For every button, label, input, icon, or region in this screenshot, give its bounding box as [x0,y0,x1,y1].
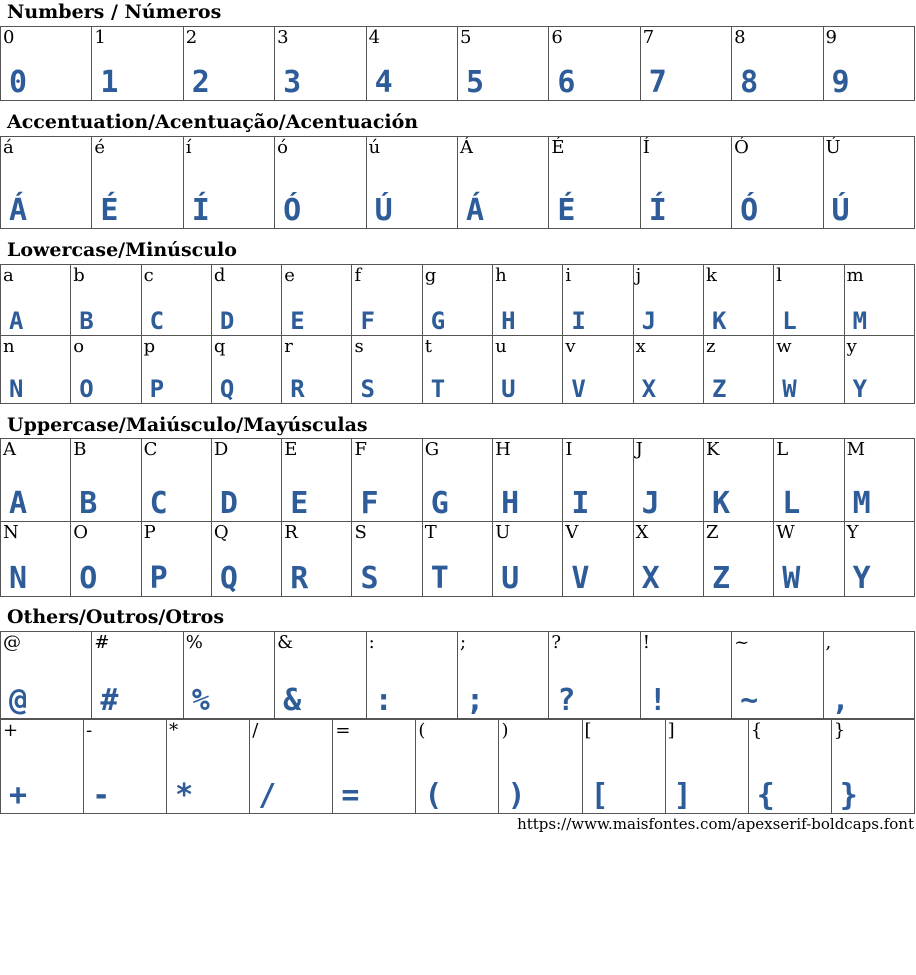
glyph-cell [183,632,274,719]
font-sample-glyph: G [430,486,449,521]
glyph-cell [823,137,914,229]
font-sample-glyph: 5 [465,65,485,100]
font-sample-glyph: ? [557,683,576,718]
character-label: 4 [368,27,381,48]
font-sample-glyph: V [571,375,586,403]
font-sample-glyph: Z [711,375,727,403]
source-url: https://www.maisfontes.com/apexserif-boldcaps.font [517,815,914,833]
character-label: P [143,522,156,543]
font-sample-glyph: I [571,486,590,521]
font-sample-glyph: S [360,561,379,596]
character-label: g [424,265,437,286]
numbers-row [1,27,915,101]
character-label: ó [277,137,289,158]
character-label: q [213,336,226,357]
font-sample-glyph: C [149,307,165,335]
character-label: @ [3,632,21,653]
character-label: ) [501,720,509,741]
others-grid-2 [0,719,915,814]
font-sample-glyph: @ [9,683,28,718]
character-label: Y [846,522,859,543]
font-sample-glyph: { [756,778,775,813]
glyph-cell [499,720,582,814]
font-sample-glyph: 0 [9,65,28,100]
character-label: z [705,336,716,357]
character-label: 0 [3,27,15,48]
glyph-cell [366,137,457,229]
font-sample-glyph: É [557,193,576,228]
character-label: # [94,632,110,653]
character-label: ] [667,720,675,741]
font-sample-glyph: F [360,307,375,335]
glyph-cell [457,27,548,101]
uppercase-row [1,522,915,597]
character-label: W [776,522,795,543]
glyph-cell [1,632,92,719]
font-sample-glyph: % [191,683,210,718]
others-row [1,720,915,814]
font-sample-glyph: ( [424,778,443,813]
font-sample-glyph: + [9,778,28,813]
glyph-cell [366,632,457,719]
font-sample-glyph: 7 [648,65,667,100]
font-sample-glyph: : [374,683,393,718]
glyph-cell [563,336,633,404]
lowercase-row [1,265,915,336]
font-sample-glyph: [ [590,778,609,813]
character-label: Á [459,137,473,158]
character-label: { [750,720,763,741]
font-sample-glyph: Ú [831,193,850,228]
section-title-accents: Accentuation/Acentuação/Acentuación [7,111,419,133]
font-sample-glyph: U [501,375,516,403]
character-label: n [3,336,15,357]
glyph-cell [1,522,71,597]
font-sample-glyph: O [79,375,94,403]
glyph-cell [563,439,633,522]
character-label: a [3,265,14,286]
section-title-lowercase: Lowercase/Minúsculo [7,239,237,261]
glyph-cell [141,522,211,597]
glyph-cell [549,632,640,719]
character-label: l [776,265,783,286]
glyph-cell [366,27,457,101]
character-label: , [825,632,832,653]
character-label: M [846,439,865,460]
character-label: X [635,522,649,543]
font-sample-glyph: R [290,375,305,403]
glyph-cell [422,522,492,597]
glyph-cell [422,336,492,404]
font-sample-glyph: K [711,307,727,335]
font-sample-glyph: } [839,778,858,813]
character-label: ~ [734,632,750,653]
font-sample-glyph: ) [507,778,526,813]
uppercase-row [1,439,915,522]
character-label: ; [459,632,467,653]
font-sample-glyph: 3 [283,65,302,100]
font-sample-glyph: Á [9,193,28,228]
glyph-cell [640,27,731,101]
font-sample-glyph: É [100,193,119,228]
font-sample-glyph: V [571,561,590,596]
glyph-cell [774,439,844,522]
glyph-cell [774,265,844,336]
font-sample-glyph: L [782,307,797,335]
font-sample-glyph: O [79,561,98,596]
glyph-cell [844,522,914,597]
character-label: * [169,720,179,741]
character-label: d [213,265,226,286]
font-sample-glyph: Q [219,375,235,403]
character-label: É [551,137,565,158]
font-sample-glyph: J [641,486,660,521]
character-label: + [3,720,19,741]
character-label: u [495,336,507,357]
glyph-cell [665,720,748,814]
character-label: C [143,439,158,460]
numbers-grid [0,26,915,101]
character-label: á [3,137,14,158]
character-label: j [635,265,642,286]
glyph-cell [732,137,823,229]
glyph-cell [633,439,703,522]
glyph-cell [748,720,831,814]
character-label: ? [551,632,561,653]
character-label: Q [213,522,229,543]
character-label: o [73,336,85,357]
glyph-cell [352,522,422,597]
font-sample-glyph: - [92,778,111,813]
glyph-cell [703,336,773,404]
font-sample-glyph: 2 [191,65,210,100]
character-label: L [776,439,789,460]
glyph-cell [282,522,352,597]
character-label: m [846,265,864,286]
glyph-cell [1,336,71,404]
glyph-cell [141,336,211,404]
character-label: 2 [185,27,198,48]
section-title-uppercase: Uppercase/Maiúsculo/Mayúsculas [7,414,368,436]
character-label: - [86,720,93,741]
glyph-cell [703,522,773,597]
font-sample-glyph: & [283,683,302,718]
font-sample-glyph: L [782,486,801,521]
glyph-cell [774,522,844,597]
font-sample-glyph: D [219,307,235,335]
glyph-cell [844,439,914,522]
glyph-cell [282,439,352,522]
font-sample-glyph: P [149,375,165,403]
character-label: í [185,137,192,158]
glyph-cell [211,265,281,336]
glyph-cell [183,137,274,229]
glyph-cell [640,632,731,719]
character-label: e [284,265,295,286]
glyph-cell [282,265,352,336]
font-sample-glyph: ! [648,683,667,718]
font-sample-glyph: Ó [740,193,759,228]
lowercase-grid [0,264,915,404]
glyph-cell [774,336,844,404]
glyph-cell [422,439,492,522]
glyph-cell [831,720,914,814]
font-sample-glyph: B [79,307,94,335]
glyph-cell [92,632,183,719]
glyph-cell [211,336,281,404]
character-label: N [3,522,19,543]
character-label: i [565,265,572,286]
font-sample-glyph: H [501,486,520,521]
character-label: b [73,265,85,286]
font-sample-glyph: W [782,375,797,403]
character-label: Ú [825,137,841,158]
font-sample-glyph: P [149,561,168,596]
accents-row [1,137,915,229]
character-label: Í [642,137,650,158]
font-sample-glyph: M [852,486,871,521]
glyph-cell [141,439,211,522]
font-sample-glyph: * [175,778,194,813]
font-sample-glyph: 1 [100,65,119,100]
font-sample-glyph: N [9,561,28,596]
character-label: = [335,720,351,741]
section-title-numbers: Numbers / Números [7,1,222,23]
font-sample-glyph: X [641,375,657,403]
character-label: 9 [825,27,837,48]
uppercase-grid [0,438,915,597]
glyph-cell [732,632,823,719]
character-label: D [213,439,229,460]
glyph-cell [71,265,141,336]
character-label: ( [418,720,426,741]
character-label: V [565,522,579,543]
font-sample-glyph: , [831,683,850,718]
character-label: s [354,336,364,357]
font-sample-glyph: A [9,307,24,335]
glyph-cell [1,27,92,101]
character-label: k [705,265,717,286]
character-label: 7 [642,27,655,48]
character-label: h [495,265,507,286]
font-sample-glyph: 9 [831,65,850,100]
glyph-cell [457,632,548,719]
glyph-cell [167,720,250,814]
character-label: A [3,439,16,460]
font-sample-glyph: Ó [283,193,302,228]
character-label: c [143,265,154,286]
font-sample-glyph: 8 [740,65,759,100]
font-sample-glyph: W [782,561,801,596]
glyph-cell [640,137,731,229]
glyph-cell [633,336,703,404]
character-label: O [73,522,89,543]
character-label: J [635,439,643,460]
character-label: x [635,336,646,357]
others-grid-1 [0,631,915,719]
character-label: Ó [734,137,749,158]
glyph-cell [844,265,914,336]
glyph-cell [275,137,366,229]
font-sample-glyph: D [219,486,238,521]
font-sample-glyph: T [430,375,446,403]
glyph-cell [275,632,366,719]
glyph-cell [633,265,703,336]
glyph-cell [703,265,773,336]
font-sample-glyph: C [149,486,168,521]
glyph-cell [1,137,92,229]
glyph-cell [493,522,563,597]
glyph-cell [92,27,183,101]
character-label: ú [368,137,381,158]
font-sample-glyph: K [711,486,731,521]
character-label: G [424,439,440,460]
character-label: 3 [277,27,289,48]
glyph-cell [416,720,499,814]
character-label: r [284,336,293,357]
font-sample-glyph: E [290,486,309,521]
character-label: K [705,439,720,460]
section-title-others: Others/Outros/Otros [7,606,225,628]
character-label: [ [584,720,592,741]
font-sample-glyph: Í [648,193,667,228]
glyph-cell [823,27,914,101]
glyph-cell [211,522,281,597]
font-sample-glyph: M [852,307,868,335]
character-label: / [252,720,259,741]
font-sample-glyph: = [341,778,360,813]
font-sample-glyph: B [79,486,98,521]
font-sample-glyph: ~ [740,683,759,718]
glyph-cell [422,265,492,336]
font-sample-glyph: F [360,486,379,521]
font-sample-glyph: J [641,307,657,335]
character-label: % [185,632,203,653]
font-sample-glyph: ] [673,778,692,813]
accents-grid [0,136,915,229]
character-label: f [354,265,362,286]
glyph-cell [1,265,71,336]
glyph-cell [211,439,281,522]
font-sample-glyph: H [501,307,516,335]
glyph-cell [703,439,773,522]
font-sample-glyph: R [290,561,309,596]
glyph-cell [71,336,141,404]
glyph-cell [333,720,416,814]
character-label: & [277,632,294,653]
glyph-cell [563,265,633,336]
character-label: y [846,336,857,357]
character-label: B [73,439,87,460]
character-label: T [424,522,437,543]
glyph-cell [493,265,563,336]
character-label: p [143,336,156,357]
glyph-cell [352,265,422,336]
glyph-cell [84,720,167,814]
font-sample-glyph: / [258,778,277,813]
character-label: v [565,336,576,357]
character-label: 1 [94,27,106,48]
character-label: H [495,439,511,460]
glyph-cell [183,27,274,101]
glyph-cell [352,336,422,404]
character-label: } [833,720,846,741]
font-sample-glyph: X [641,561,660,596]
font-sample-glyph: N [9,375,24,403]
character-label: I [565,439,573,460]
glyph-cell [844,336,914,404]
character-label: S [354,522,367,543]
font-sample-glyph: E [290,307,305,335]
character-label: é [94,137,106,158]
font-sample-glyph: G [430,307,446,335]
font-sample-glyph: Ú [374,193,393,228]
font-sample-glyph: S [360,375,375,403]
font-sample-glyph: Í [191,193,210,228]
character-label: 6 [551,27,563,48]
font-sample-glyph: U [501,561,520,596]
character-label: R [284,522,298,543]
font-sample-glyph: # [100,683,119,718]
font-sample-glyph: I [571,307,586,335]
glyph-cell [1,720,84,814]
character-label: t [424,336,433,357]
glyph-cell [275,27,366,101]
glyph-cell [71,439,141,522]
character-label: 5 [459,27,472,48]
font-sample-glyph: A [9,486,28,521]
glyph-cell [549,27,640,101]
glyph-cell [457,137,548,229]
glyph-cell [563,522,633,597]
glyph-cell [633,522,703,597]
character-label: w [776,336,792,357]
glyph-cell [141,265,211,336]
glyph-cell [582,720,665,814]
character-label: 8 [734,27,746,48]
font-sample-glyph: Q [219,561,238,596]
glyph-cell [732,27,823,101]
font-sample-glyph: Á [465,193,485,228]
glyph-cell [92,137,183,229]
glyph-cell [1,439,71,522]
font-sample-glyph: ; [465,683,485,718]
glyph-cell [493,439,563,522]
lowercase-row [1,336,915,404]
font-sample-glyph: Y [852,375,868,403]
character-label: : [368,632,375,653]
font-sample-glyph: 4 [374,65,393,100]
character-label: F [354,439,367,460]
glyph-cell [823,632,914,719]
character-label: E [284,439,298,460]
font-sample-glyph: T [430,561,449,596]
glyph-cell [549,137,640,229]
character-label: U [495,522,511,543]
font-sample-glyph: 6 [557,65,576,100]
glyph-cell [493,336,563,404]
others-row [1,632,915,719]
font-sample-glyph: Z [711,561,731,596]
glyph-cell [250,720,333,814]
character-label: ! [642,632,650,653]
glyph-cell [282,336,352,404]
glyph-cell [71,522,141,597]
glyph-cell [352,439,422,522]
character-label: Z [705,522,719,543]
font-sample-glyph: Y [852,561,871,596]
